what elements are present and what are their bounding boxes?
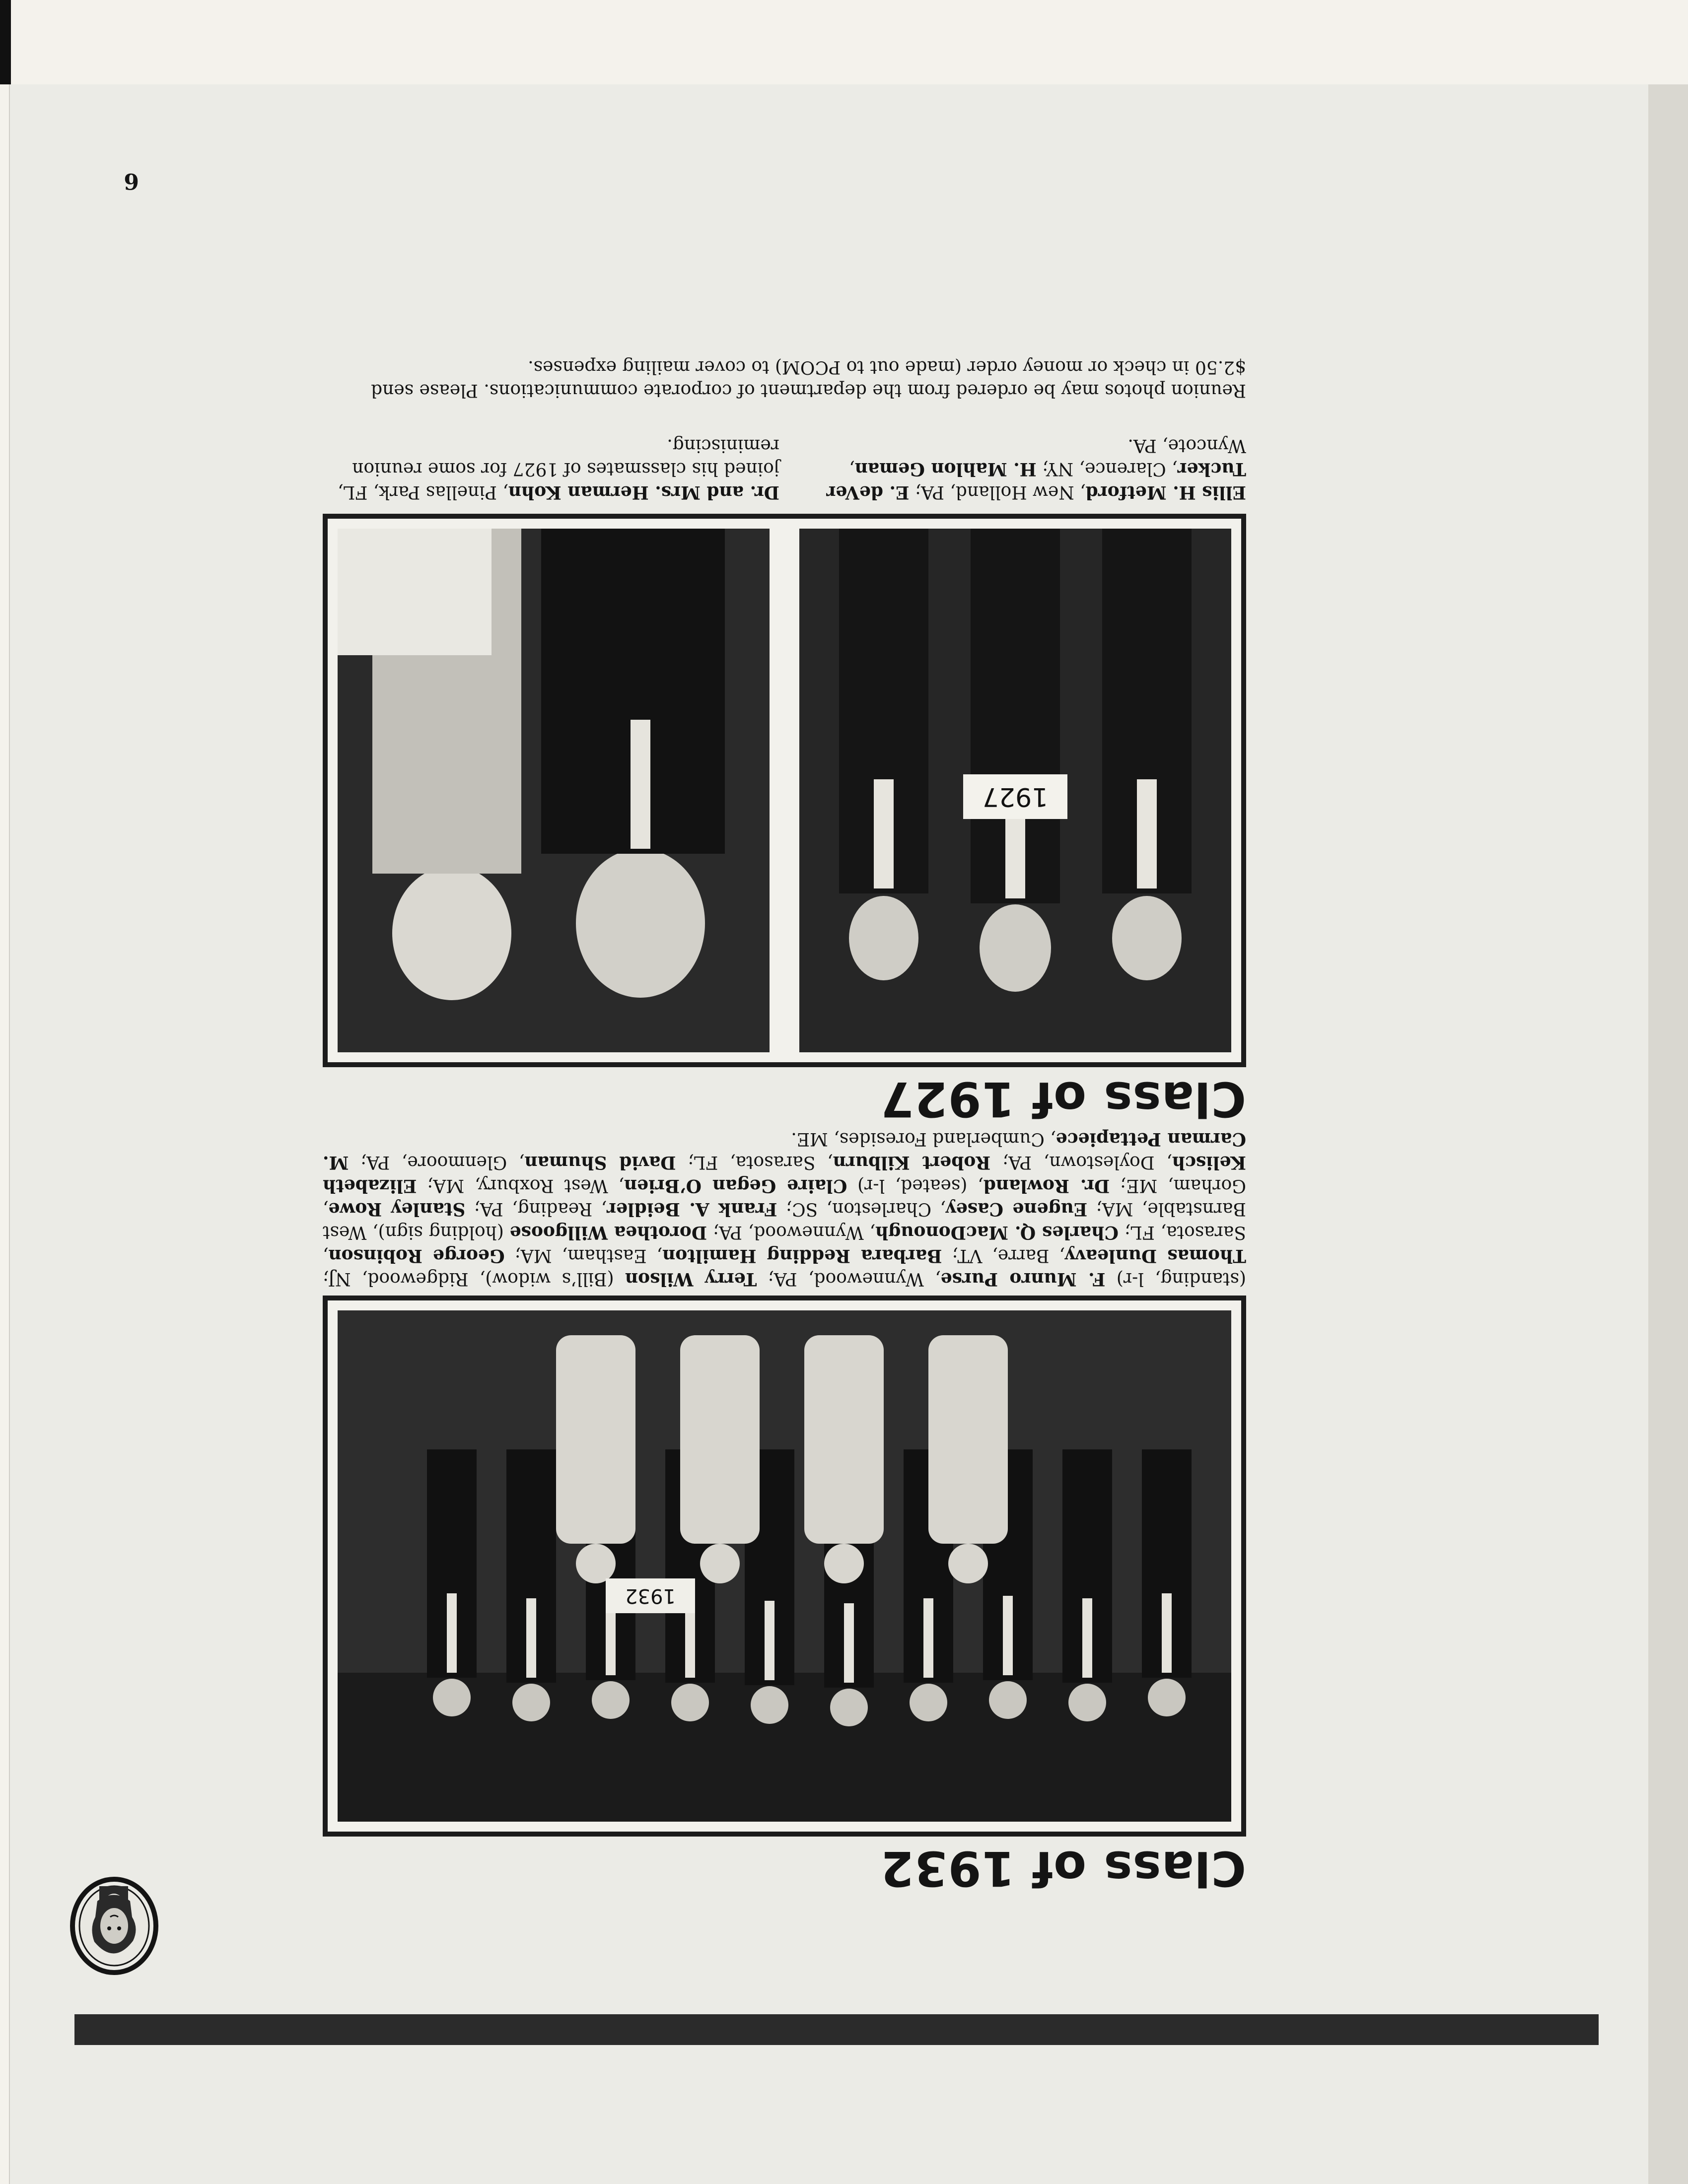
section-title-1927: Class of 1927	[880, 1071, 1246, 1127]
person-name: Frank A. Beidler	[607, 1199, 777, 1220]
page-number: 6	[124, 168, 139, 194]
page-content-rotated	[10, 84, 1648, 2184]
person-name: Stanley Rowe	[328, 1199, 466, 1220]
photo-sign-1932: 1932	[625, 1584, 676, 1607]
caption-text: , (seated, l-r)	[847, 1175, 984, 1196]
photo-frame-1932	[323, 1296, 1246, 1837]
person-name: Dr. and Mrs. Herman Kohn	[508, 482, 779, 503]
caption-text: , West Roxbury, MA;	[417, 1175, 624, 1196]
caption-text: (holding sign), West Barnstable, MA;	[323, 1199, 1246, 1242]
person-name: Terry Wilson	[625, 1269, 757, 1290]
next-page-edge	[1645, 84, 1688, 2184]
scan-edge	[0, 0, 11, 84]
seal-portrait-icon	[70, 1876, 159, 1976]
magazine-page	[10, 84, 1648, 2184]
photo-1927-classmates	[799, 529, 1231, 1052]
reunion-photo-order-note: Reunion photos may be ordered from the department of corporate communications. Please send $2.50 in check or money order (made out to PCOM) to cover mailing expenses.	[371, 357, 1246, 401]
header-rule	[74, 2014, 1599, 2045]
caption-text: , Doylestown, PA;	[990, 1152, 1172, 1172]
caption-1932-names	[323, 1129, 1246, 1289]
person-name: Eugene Casey	[945, 1199, 1088, 1220]
person-name: David Shuman	[524, 1152, 676, 1173]
caption-1927-kohn	[323, 434, 779, 504]
caption-1932-lead: (standing, l-r)	[1105, 1269, 1246, 1289]
person-name: M. Carman Pettapiece	[322, 1129, 1246, 1173]
caption-text: , Eastham, MA;	[504, 1245, 663, 1266]
photo-sign-1927: 1927	[982, 782, 1049, 812]
caption-text: , Cumberland Foresides, ME.	[791, 1129, 1056, 1149]
person-name: Claire Gegan O’Brien	[624, 1175, 847, 1196]
person-name: Charles Q. MacDonough	[875, 1222, 1119, 1243]
person-name: Thomas Dunleavy	[1064, 1245, 1246, 1266]
person-name: F. Munro Purse	[940, 1269, 1106, 1290]
caption-text: , Gorham, ME;	[322, 1175, 1246, 1219]
caption-text: , Sarasota, FL;	[323, 1222, 1246, 1266]
caption-text: , Barre, VT;	[942, 1245, 1065, 1266]
caption-text: , Reading, PA;	[465, 1199, 607, 1219]
caption-text: , Glenmoore, PA;	[349, 1152, 525, 1172]
caption-text: , Clarence, NY;	[1036, 459, 1178, 479]
person-name: E. deVer Tucker	[826, 459, 1246, 503]
person-name: Barbara Redding Hamilton	[662, 1245, 942, 1266]
person-name: Robert Kilburn	[833, 1152, 991, 1173]
caption-1927-classmates	[809, 434, 1246, 504]
caption-text: , Sarasota, FL;	[676, 1152, 833, 1172]
person-name: Elizabeth Kelisch	[323, 1152, 1246, 1196]
caption-text: , Wynnewood, PA;	[757, 1269, 941, 1289]
caption-text: , Wyncote, PA.	[849, 435, 1246, 479]
person-name: Dorothea Willgoose	[509, 1222, 707, 1243]
person-name: H. Mahlon Geman	[854, 459, 1037, 479]
person-name: George Robinson	[328, 1245, 505, 1266]
caption-text: , New Holland, PA;	[909, 482, 1086, 502]
person-name: Dr. Rowland	[983, 1175, 1110, 1196]
photo-1927-kohn	[338, 529, 770, 1052]
section-title-1932: Class of 1932	[880, 1841, 1246, 1896]
group-photo-1932	[338, 1310, 1231, 1822]
caption-text: , Charleston, SC;	[777, 1199, 946, 1219]
person-name: Ellis H. Metford	[1085, 482, 1246, 503]
caption-text: , Pinellas Park, FL, joined his classmates of 1927 for some reunion reminiscing.	[338, 435, 779, 502]
photo-frame-1927	[323, 514, 1246, 1067]
caption-text: (Bill’s widow), Ridgewood, NJ;	[323, 1269, 625, 1289]
caption-1932	[323, 1127, 1246, 1291]
caption-text: , Wynnewood, PA;	[707, 1222, 876, 1242]
